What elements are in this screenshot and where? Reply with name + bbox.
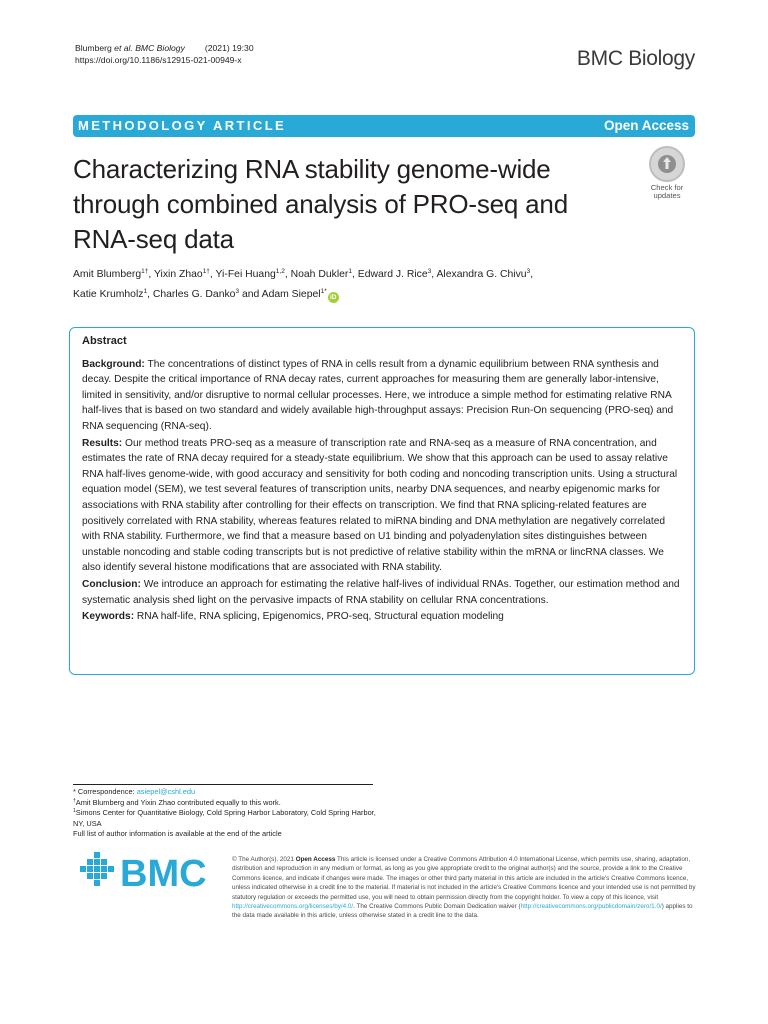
author-affiliation: 1,2 bbox=[275, 268, 285, 275]
doi-link[interactable]: https://doi.org/10.1186/s12915-021-00949-x bbox=[75, 55, 242, 65]
footnote-divider bbox=[73, 784, 373, 785]
author-affiliation: 1 bbox=[348, 268, 352, 275]
author-name[interactable]: Charles G. Danko bbox=[152, 289, 236, 300]
abstract-box bbox=[69, 327, 695, 675]
abstract-conclusion: Conclusion: We introduce an approach for estimating the relative half-lives of individual RNAs. Together, our estimation method and systematic analysis shed light on the pervasive impacts of RNA stability on cellular RNA concentrations. bbox=[82, 578, 680, 606]
license-text: © The Author(s). 2021 Open Access This article is licensed under a Creative Commons Attribution 4.0 International License, which permits use, sharing, adaptation, distribution and reproduction in any medium or format, as long as you give appropriate credit to the original author(s) and the source, provide a link to the Creative Commons licence, and indicate if changes were made. The images or other third party material in this article are included in the article's Creative Commons licence, unless indicated otherwise in a credit line to the material. If material is not included in the article's Creative Commons licence and your intended use is not permitted by statutory regulation or exceeds the permitted use, you will need to obtain permission directly from the copyright holder. To view a copy of this licence, visit http://creativecommons.org/licenses/by/4.0/. The Creative Commons Public Domain Dedication waiver (http://creativecommons.org/publicdomain/zero/1.0/) applies to the data made available in this article, unless otherwise stated in a credit line to the data. bbox=[232, 856, 696, 920]
bmc-logo bbox=[80, 852, 216, 894]
citation-year: (2021) 19:30 bbox=[204, 43, 254, 53]
author-name[interactable]: Amit Blumberg bbox=[73, 269, 142, 280]
badge-line-1: Check for bbox=[650, 183, 684, 192]
abstract-keywords: Keywords: RNA half-life, RNA splicing, Epigenomics, PRO-seq, Structural equation modeling bbox=[82, 611, 504, 623]
author-name[interactable]: Alexandra G. Chivu bbox=[436, 269, 527, 280]
abstract-background: Background: The concentrations of distinct types of RNA in cells result from a dynamic equilibrium between RNA synthesis and decay. Despite the critical importance of RNA decay rates, current approaches for measuring them are generally labor-intensive, limited in sensitivity, and/or disruptive to normal cellular processes. Here, we introduce a simple method for estimating relative RNA half-lives that is based on two standard and widely available high-throughput assays: Precision Run-On sequencing (PRO-seq) and RNA sequencing (RNA-seq). bbox=[82, 358, 674, 432]
bmc-logo-text: BMC bbox=[120, 853, 207, 894]
correspondence: * Correspondence: asiepel@cshl.edu bbox=[73, 787, 196, 796]
author-name[interactable]: Adam Siepel bbox=[261, 289, 321, 300]
author-name[interactable]: Noah Dukler bbox=[290, 269, 349, 280]
check-for-updates-icon bbox=[649, 146, 685, 182]
citation-journal: et al. BMC Biology bbox=[114, 43, 185, 53]
affiliation-note: $^1$Simons Center for Quantitative Biology, Cold Spring Harbor Laboratory, Cold Spring Harbor, NY, USA bbox=[73, 808, 376, 828]
author-list: Amit Blumberg$^{1\dagger}$, Yixin Zhao$^{1\dagger}$, Yi-Fei Huang$^{1,2}$, Noah Dukler$^1$, Edward J. Rice$^3$, Alexandra G. Chivu$^3$, Katie Krumholz$^1$, Charles G. Danko$^3$ and Adam Siepel$^{1*}$iD bbox=[73, 268, 534, 301]
author-affiliation: 1 bbox=[143, 288, 148, 295]
author-affiliation: 3 bbox=[427, 268, 432, 275]
public-domain-link[interactable]: http://creativecommons.org/publicdomain/zero/1.0/ bbox=[520, 903, 662, 911]
author-affiliation: 3 bbox=[235, 288, 240, 295]
author-name[interactable]: Edward J. Rice bbox=[357, 269, 428, 280]
equal-contribution-note: †Amit Blumberg and Yixin Zhao contributed equally to this work. bbox=[73, 797, 281, 807]
author-name[interactable]: Katie Krumholz bbox=[73, 289, 144, 300]
check-for-updates-badge[interactable] bbox=[643, 146, 691, 200]
correspondence-email[interactable]: asiepel@cshl.edu bbox=[136, 787, 196, 796]
orcid-icon[interactable]: iD bbox=[328, 292, 339, 303]
author-name[interactable]: Yixin Zhao bbox=[153, 269, 203, 280]
check-for-updates-text bbox=[643, 184, 691, 200]
author-affiliation: 1* bbox=[320, 288, 327, 295]
license-link[interactable]: http://creativecommons.org/licenses/by/4.0/ bbox=[232, 903, 354, 911]
abstract-results: Results: Our method treats PRO-seq as a measure of transcription rate and RNA-seq as a measure of RNA concentration, and estimates the rate of RNA decay required for a steady-state equilibrium. We show that this approach can be used to assay relative RNA half-lives genome-wide, with good accuracy and sensitivity for both coding and noncoding transcription units. Using a structural equation model (SEM), we test several features of transcription units, nearby DNA sequences, and nearby epigenomic marks for associations with RNA stability after controlling for their effects on transcription. We find that RNA splicing-related features are positively correlated with RNA stability, whereas features related to miRNA binding and DNA methylation are negatively correlated with RNA stability. Furthermore, we find that a measure based on U1 binding and polyadenylation sites distinguishes between unstable noncoding and stable coding transcripts but is not predictive of relative stability within the mRNA or lincRNA classes. We also identify several histone modifications that are associated with RNA stability. bbox=[82, 437, 678, 574]
author-name[interactable]: Yi-Fei Huang bbox=[215, 269, 276, 280]
open-access-label-inline: Open Access bbox=[295, 856, 336, 863]
footnotes bbox=[73, 787, 383, 840]
open-access-label: Open Access bbox=[603, 118, 689, 133]
author-affiliation: 3 bbox=[526, 268, 531, 275]
abstract-heading: Abstract bbox=[82, 335, 127, 347]
author-affiliation: 1† bbox=[141, 268, 149, 275]
journal-name: BMC Biology bbox=[576, 47, 695, 70]
article-type-label: METHODOLOGY ARTICLE bbox=[78, 118, 287, 133]
author-affiliation: 1† bbox=[202, 268, 210, 275]
citation-header bbox=[75, 42, 254, 66]
article-title: Characterizing RNA stability genome-wide through combined analysis of PRO-seq and RNA-seq data bbox=[73, 154, 568, 254]
article-type-banner bbox=[73, 115, 695, 137]
abstract-content bbox=[82, 334, 682, 626]
full-author-info-note: Full list of author information is available at the end of the article bbox=[73, 829, 282, 838]
citation-line bbox=[75, 42, 254, 54]
badge-line-2: updates bbox=[653, 191, 681, 200]
citation-authors: Blumberg bbox=[75, 43, 115, 53]
